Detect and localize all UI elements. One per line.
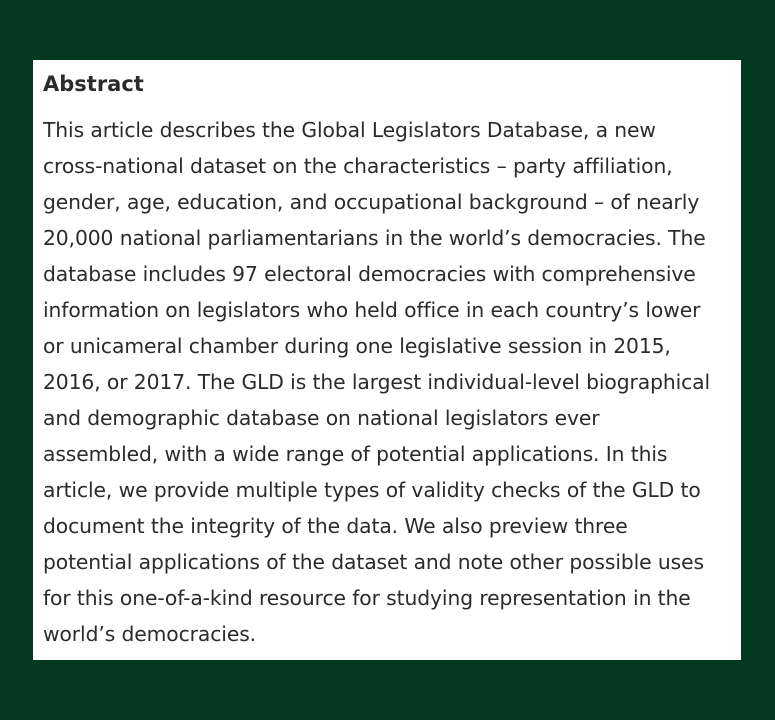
abstract-line: and demographic database on national legislators ever bbox=[43, 406, 600, 430]
abstract-line: information on legislators who held office in each country’s lower bbox=[43, 298, 701, 322]
abstract-heading: Abstract bbox=[43, 72, 144, 96]
abstract-line: potential applications of the dataset and note other possible uses bbox=[43, 550, 704, 574]
abstract-line: article, we provide multiple types of validity checks of the GLD to bbox=[43, 478, 701, 502]
abstract-body bbox=[43, 112, 733, 652]
abstract-line: or unicameral chamber during one legislative session in 2015, bbox=[43, 334, 671, 358]
abstract-line: 2016, or 2017. The GLD is the largest individual-level biographical bbox=[43, 370, 711, 394]
abstract-line: gender, age, education, and occupational background – of nearly bbox=[43, 190, 700, 214]
abstract-line: for this one-of-a-kind resource for studying representation in the bbox=[43, 586, 691, 610]
abstract-line: database includes 97 electoral democracies with comprehensive bbox=[43, 262, 696, 286]
abstract-line: assembled, with a wide range of potential applications. In this bbox=[43, 442, 668, 466]
abstract-line: 20,000 national parliamentarians in the world’s democracies. The bbox=[43, 226, 706, 250]
abstract-line: cross-national dataset on the characteristics – party affiliation, bbox=[43, 154, 673, 178]
abstract-line: This article describes the Global Legislators Database, a new bbox=[43, 118, 656, 142]
abstract-card bbox=[33, 60, 741, 660]
abstract-line: world’s democracies. bbox=[43, 622, 257, 646]
abstract-line: document the integrity of the data. We also preview three bbox=[43, 514, 628, 538]
